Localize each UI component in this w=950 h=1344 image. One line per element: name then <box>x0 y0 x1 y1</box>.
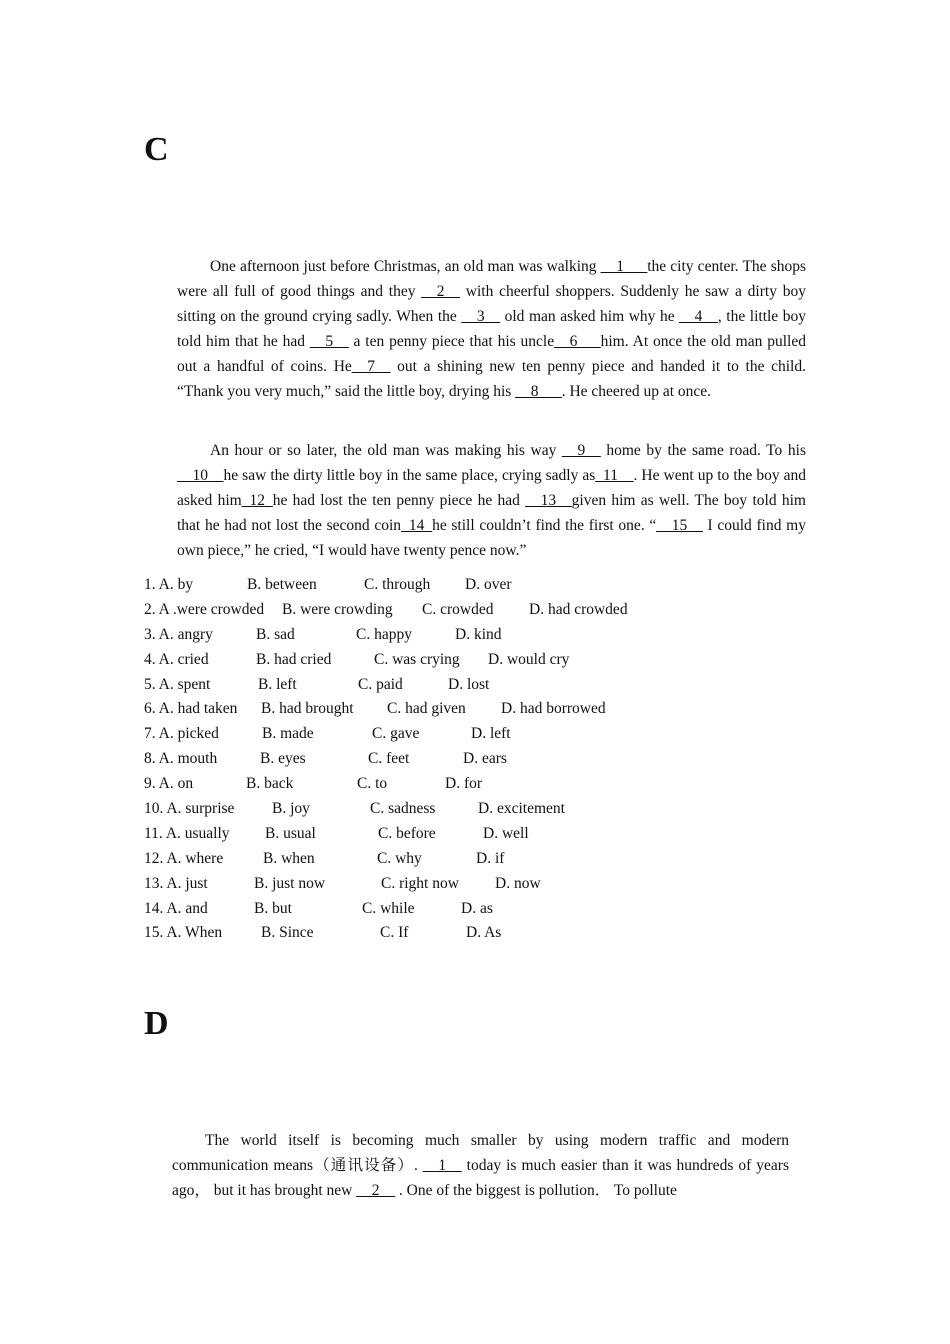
option-6-a: 6. A. had taken <box>144 700 238 718</box>
section-c-paragraph-1: One afternoon just before Christmas, an old man was walking __1___the city center. The shops were all full of good things and they __2__ with cheerful shoppers. Suddenly he saw a dirty boy sitting on the ground crying sadly. When the __3__ old man asked him why he __4__, the little boy told him that he had __5__ a ten penny piece that his uncle__6___him. At once the old man pulled out a handful of coins. He__7__ out a shining new ten penny piece and handed it to the child. “Thank you very much,” said the little boy, drying his __8___. He cheered up at once. <box>177 258 807 400</box>
option-15-c: C. If <box>380 924 409 942</box>
section-d-paragraph-1: The world itself is becoming much smaller by using modern traffic and modern communication means（通讯设备）. __1__ today is much easier than it was hundreds of years ago， but it has brought new __2__ . One of the biggest is pollution． To pollute <box>172 1132 789 1199</box>
answer-blank: __10__ <box>177 467 224 484</box>
option-14-b: B. but <box>254 899 292 917</box>
answer-blank: __3__ <box>461 308 501 325</box>
option-10-c: C. sadness <box>370 800 436 818</box>
option-8-c: C. feet <box>368 750 410 768</box>
option-8-b: B. eyes <box>260 750 306 768</box>
option-9-a: 9. A. on <box>144 775 194 793</box>
option-7-a: 7. A. picked <box>144 725 219 743</box>
option-12-c: C. why <box>377 849 422 867</box>
option-5-a: 5. A. spent <box>144 675 211 693</box>
option-2-c: C. crowded <box>422 600 494 618</box>
option-7-c: C. gave <box>372 725 420 743</box>
option-13-b: B. just now <box>254 874 326 892</box>
answer-blank: __2__ <box>421 283 460 300</box>
option-12-b: B. when <box>263 849 315 867</box>
option-11-d: D. well <box>483 824 529 842</box>
option-6-b: B. had brought <box>261 700 354 718</box>
option-8-d: D. ears <box>463 750 507 768</box>
option-11-a: 11. A. usually <box>144 824 230 842</box>
answer-blank: _14_ <box>401 517 433 534</box>
option-1-a: 1. A. by <box>144 576 194 593</box>
option-2-a: 2. A .were crowded <box>144 600 265 618</box>
option-15-a: 15. A. When <box>144 924 223 942</box>
option-9-c: C. to <box>357 775 388 793</box>
answer-blank: __13__ <box>525 492 572 509</box>
option-9-b: B. back <box>246 775 294 793</box>
option-4-a: 4. A. cried <box>144 650 209 668</box>
option-14-d: D. as <box>461 899 493 917</box>
option-14-c: C. while <box>362 899 415 917</box>
answer-blank: _11__ <box>595 467 634 484</box>
option-12-a: 12. A. where <box>144 849 224 867</box>
answer-blank: __5__ <box>309 333 349 350</box>
option-6-d: D. had borrowed <box>501 700 606 718</box>
answer-blank: __2__ <box>356 1182 396 1199</box>
option-7-b: B. made <box>262 725 314 743</box>
option-3-d: D. kind <box>455 625 502 643</box>
option-3-b: B. sad <box>256 625 295 643</box>
option-10-a: 10. A. surprise <box>144 800 235 818</box>
option-9-d: D. for <box>445 775 483 793</box>
option-2-d: D. had crowded <box>529 600 628 618</box>
answer-blank: __15__ <box>656 517 703 534</box>
option-6-c: C. had given <box>387 700 466 718</box>
answer-blank: _12_ <box>241 492 273 509</box>
option-1-c: C. through <box>364 576 431 593</box>
option-10-d: D. excitement <box>478 800 565 818</box>
answer-blank: __4__ <box>679 308 718 325</box>
answer-blank: __8___ <box>515 383 562 400</box>
option-2-b: B. were crowding <box>282 600 393 618</box>
option-11-b: B. usual <box>265 824 316 842</box>
answer-blank: __1___ <box>600 258 648 275</box>
section-c-heading: C <box>144 131 169 168</box>
option-4-d: D. would cry <box>488 650 570 668</box>
section-d-heading: D <box>144 1005 169 1042</box>
option-4-b: B. had cried <box>256 650 332 668</box>
option-7-d: D. left <box>471 725 511 743</box>
option-1-b: B. between <box>247 576 317 593</box>
section-c-paragraph-2: An hour or so later, the old man was making his way __9__ home by the same road. To his __10__he saw the dirty little boy in the same place, crying sadly as_11__. He went up to the boy and asked him_12_he had lost the ten penny piece he had __13__given him as well. The boy told him that he had not lost the second coin_14_he still couldn’t find the first one. “__15__ I could find my own piece,” he cried, “I would have twenty pence now.” <box>177 442 807 559</box>
option-3-c: C. happy <box>356 625 412 643</box>
option-10-b: B. joy <box>272 800 310 818</box>
answer-blank: __9__ <box>561 442 601 459</box>
option-5-d: D. lost <box>448 675 490 693</box>
option-12-d: D. if <box>476 849 505 867</box>
option-11-c: C. before <box>378 824 436 842</box>
answer-blank: __1__ <box>422 1157 462 1174</box>
option-8-a: 8. A. mouth <box>144 750 218 768</box>
option-15-d: D. As <box>466 924 502 942</box>
answer-blank: __6___ <box>554 333 601 350</box>
option-13-c: C. right now <box>381 874 459 892</box>
option-4-c: C. was crying <box>374 650 460 668</box>
option-13-a: 13. A. just <box>144 874 208 892</box>
option-5-c: C. paid <box>358 675 403 693</box>
option-3-a: 3. A. angry <box>144 625 213 643</box>
option-1-d: D. over <box>465 576 512 593</box>
answer-blank: __7__ <box>351 358 391 375</box>
option-15-b: B. Since <box>261 924 314 942</box>
option-14-a: 14. A. and <box>144 899 208 917</box>
option-13-d: D. now <box>495 874 541 892</box>
option-5-b: B. left <box>258 675 297 693</box>
